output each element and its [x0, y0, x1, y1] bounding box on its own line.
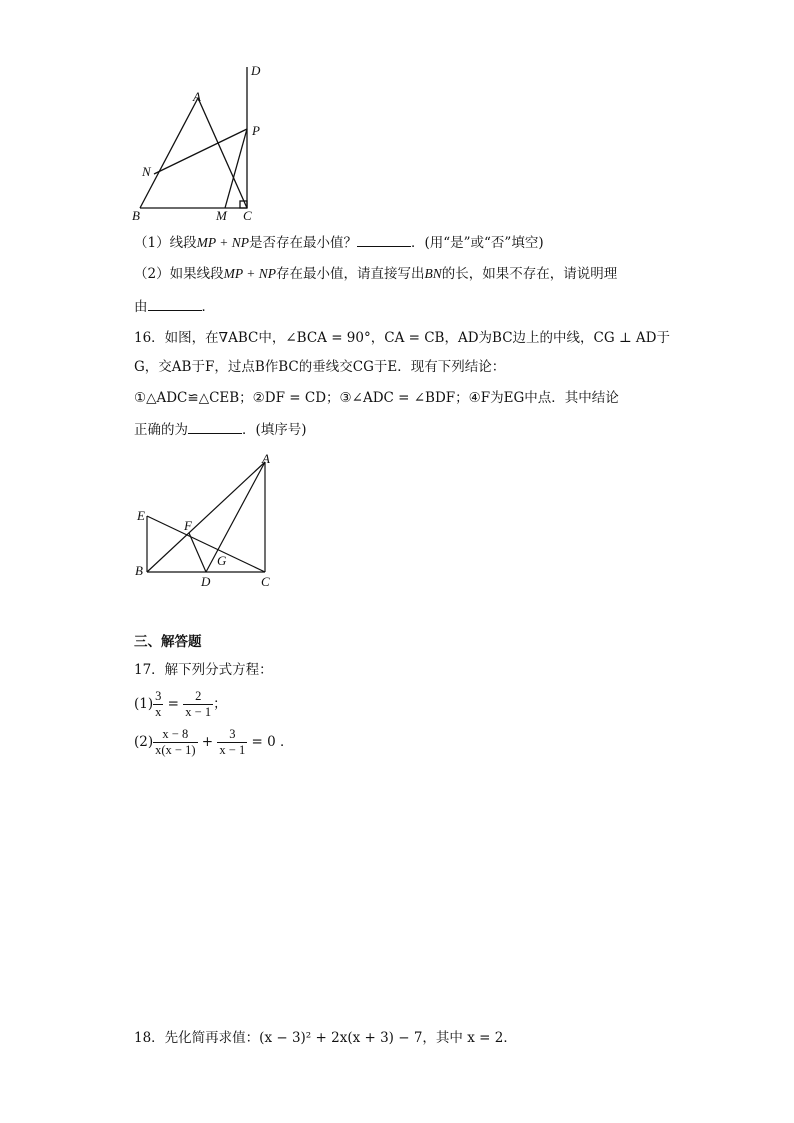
- q17-p1-end: ；: [213, 696, 227, 712]
- line-AD: [206, 462, 265, 572]
- q15-expr: MP + NP: [196, 235, 249, 250]
- figure-1: [120, 55, 290, 230]
- q15-part1-mid: 是否存在最小值？: [248, 235, 357, 251]
- label-M: M: [216, 208, 227, 223]
- q15-part1-suffix: ．(用“是”或“否”填空): [410, 235, 544, 251]
- q17-stem: 17．解下列分式方程：: [134, 662, 273, 678]
- q18-text: 18．先化简再求值：(x − 3)² + 2x(x + 3) − 7，其中 x = 2．: [134, 1030, 517, 1046]
- q17-p2-end: = 0 ．: [251, 734, 294, 750]
- label-A: A: [193, 89, 201, 104]
- q15-part1-prefix: （1）线段: [134, 235, 197, 251]
- line-FD: [189, 533, 206, 572]
- q16-line3: ①△ADC≌△CEB；②DF = CD；③∠ADC = ∠BDF；④F为EG中点．其中结论: [134, 390, 619, 406]
- q15-part2: [134, 264, 617, 284]
- q17-part2: [134, 727, 294, 758]
- q15-expr-2: MP + NP: [223, 266, 276, 281]
- line-AB: [140, 98, 198, 208]
- q15-bn: BN: [424, 266, 442, 281]
- answer-blank-q16[interactable]: [188, 419, 242, 434]
- answer-blank-q15-2[interactable]: [148, 296, 202, 311]
- q17-p2-left-num: x − 8: [153, 727, 197, 743]
- label-P: P: [252, 123, 260, 138]
- q17-p1-right-den: x − 1: [185, 705, 212, 719]
- label-N: N: [142, 164, 151, 179]
- label-D2: D: [201, 574, 211, 589]
- q17-p1-left-fraction: [153, 689, 163, 720]
- answer-blank-q15-1[interactable]: [357, 232, 411, 247]
- label-B: B: [132, 208, 140, 223]
- q17-p1-right-num: 2: [183, 689, 213, 705]
- figure-2: [125, 448, 285, 593]
- label-F2: F: [184, 518, 192, 533]
- q17-p1-eq: =: [167, 696, 179, 712]
- label-C: C: [243, 208, 252, 223]
- q15-part2-line2-text: 由: [134, 299, 148, 315]
- q16-line4-prefix: 正确的为: [134, 422, 188, 438]
- q17-p2-plus: +: [201, 734, 214, 750]
- label-D: D: [251, 63, 261, 78]
- q17-p2-right-fraction: [217, 727, 247, 758]
- q16-line4-suffix: ．(填序号): [242, 422, 307, 438]
- q17-p1-label: (1): [134, 696, 154, 712]
- line-AB2: [147, 462, 265, 572]
- q17-p2-left-fraction: [153, 727, 197, 758]
- q15-part2-suffix: 的长，如果不存在，请说明理: [441, 266, 618, 282]
- q15-part2-mid: 存在最小值，请直接写出: [275, 266, 425, 282]
- label-C2: C: [261, 574, 270, 589]
- line-EC: [147, 516, 265, 572]
- q17-p1-left-num: 3: [155, 689, 162, 703]
- label-A2: A: [262, 451, 270, 466]
- q15-period: ．: [201, 299, 215, 315]
- section-3-title: 三、解答题: [134, 634, 202, 650]
- line-MP: [225, 129, 247, 208]
- q17-part1: [134, 689, 227, 720]
- line-NP: [154, 129, 247, 174]
- q17-p2-right-den: x − 1: [219, 743, 246, 757]
- label-E2: E: [137, 508, 145, 523]
- q17-p2-label: (2): [134, 734, 154, 750]
- q17-p2-right-num: 3: [217, 727, 247, 743]
- q16-line4: [134, 419, 307, 440]
- label-G2: G: [217, 553, 227, 568]
- q17-p1-left-den: x: [155, 705, 162, 719]
- q16-line1: 16．如图，在∇ABC中，∠BCA = 90°，CA = CB，AD为BC边上的中线，CG ⊥ AD于: [134, 330, 670, 346]
- q17-p1-right-fraction: [183, 689, 213, 720]
- q15-part1: [134, 232, 544, 253]
- q15-part2-prefix: （2）如果线段: [134, 266, 224, 282]
- q15-part2-line2: [134, 296, 215, 317]
- q16-line2: G，交AB于F，过点B作BC的垂线交CG于E．现有下列结论：: [134, 359, 506, 375]
- label-B2: B: [135, 563, 143, 578]
- q17-p2-left-den: x(x − 1): [155, 743, 196, 757]
